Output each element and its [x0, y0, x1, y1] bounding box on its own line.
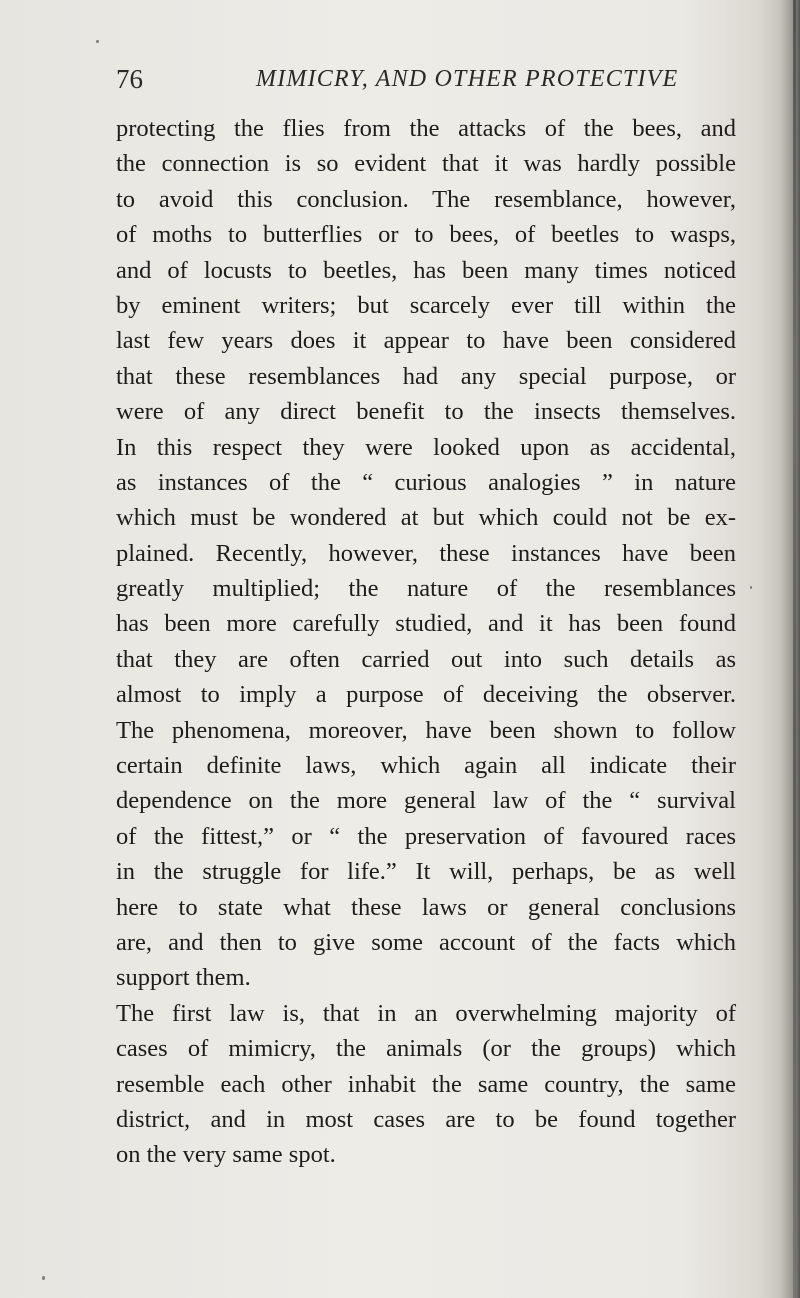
- body-text: [116, 111, 736, 1173]
- text-line: certain definite laws, which again all indicate their: [116, 752, 736, 780]
- text-line: on the very same spot.: [116, 1141, 336, 1169]
- text-line: has been more carefully studied, and it has been found: [116, 610, 736, 638]
- text-line: in the struggle for life.” It will, perhaps, be as well: [116, 858, 736, 886]
- page-header: [116, 62, 732, 98]
- book-spine-edge: [793, 0, 796, 1298]
- text-line: here to state what these laws or general conclusions: [116, 893, 736, 921]
- paper-speck: [96, 40, 99, 43]
- text-line: that they are often carried out into such details as: [116, 645, 736, 673]
- text-line: resemble each other inhabit the same country, the same: [116, 1070, 736, 1098]
- text-line: and of locusts to beetles, has been many times noticed: [116, 256, 736, 284]
- text-line: In this respect they were looked upon as accidental,: [116, 433, 736, 461]
- text-line: protecting the flies from the attacks of the bees, and: [116, 115, 736, 142]
- running-head: MIMICRY, AND OTHER PROTECTIVE: [256, 66, 679, 92]
- text-line: of the fittest,” or “ the preservation of favoured races: [116, 822, 736, 850]
- text-line: are, and then to give some account of the facts which: [116, 928, 736, 956]
- text-line: The phenomena, moreover, have been shown to follow: [116, 716, 736, 744]
- text-line: almost to imply a purpose of deceiving the observer.: [116, 681, 736, 709]
- text-line: to avoid this conclusion. The resemblance, however,: [116, 185, 736, 213]
- paper-speck: [42, 1276, 45, 1280]
- text-line: were of any direct benefit to the insects themselves.: [116, 398, 736, 426]
- paper-speck: [750, 586, 752, 589]
- text-line: as instances of the “ curious analogies ” in nature: [116, 468, 736, 496]
- text-line: that these resemblances had any special purpose, or: [116, 362, 736, 390]
- text-line: dependence on the more general law of the “ survival: [116, 787, 736, 815]
- text-line: the connection is so evident that it was hardly possible: [116, 150, 736, 178]
- text-line: district, and in most cases are to be found together: [116, 1105, 736, 1133]
- text-line: greatly multiplied; the nature of the resemblances: [116, 575, 736, 603]
- text-line: by eminent writers; but scarcely ever till within the: [116, 291, 736, 319]
- text-line: of moths to butterflies or to bees, of beetles to wasps,: [116, 221, 736, 249]
- text-line: last few years does it appear to have been considered: [116, 327, 736, 355]
- text-line: The first law is, that in an overwhelming majority of: [116, 999, 736, 1027]
- text-line: plained. Recently, however, these instances have been: [116, 539, 736, 567]
- text-line: which must be wondered at but which could not be ex-: [116, 504, 736, 532]
- text-line: support them.: [116, 964, 251, 992]
- text-line: cases of mimicry, the animals (or the groups) which: [116, 1035, 736, 1063]
- page-number: 76: [116, 64, 143, 94]
